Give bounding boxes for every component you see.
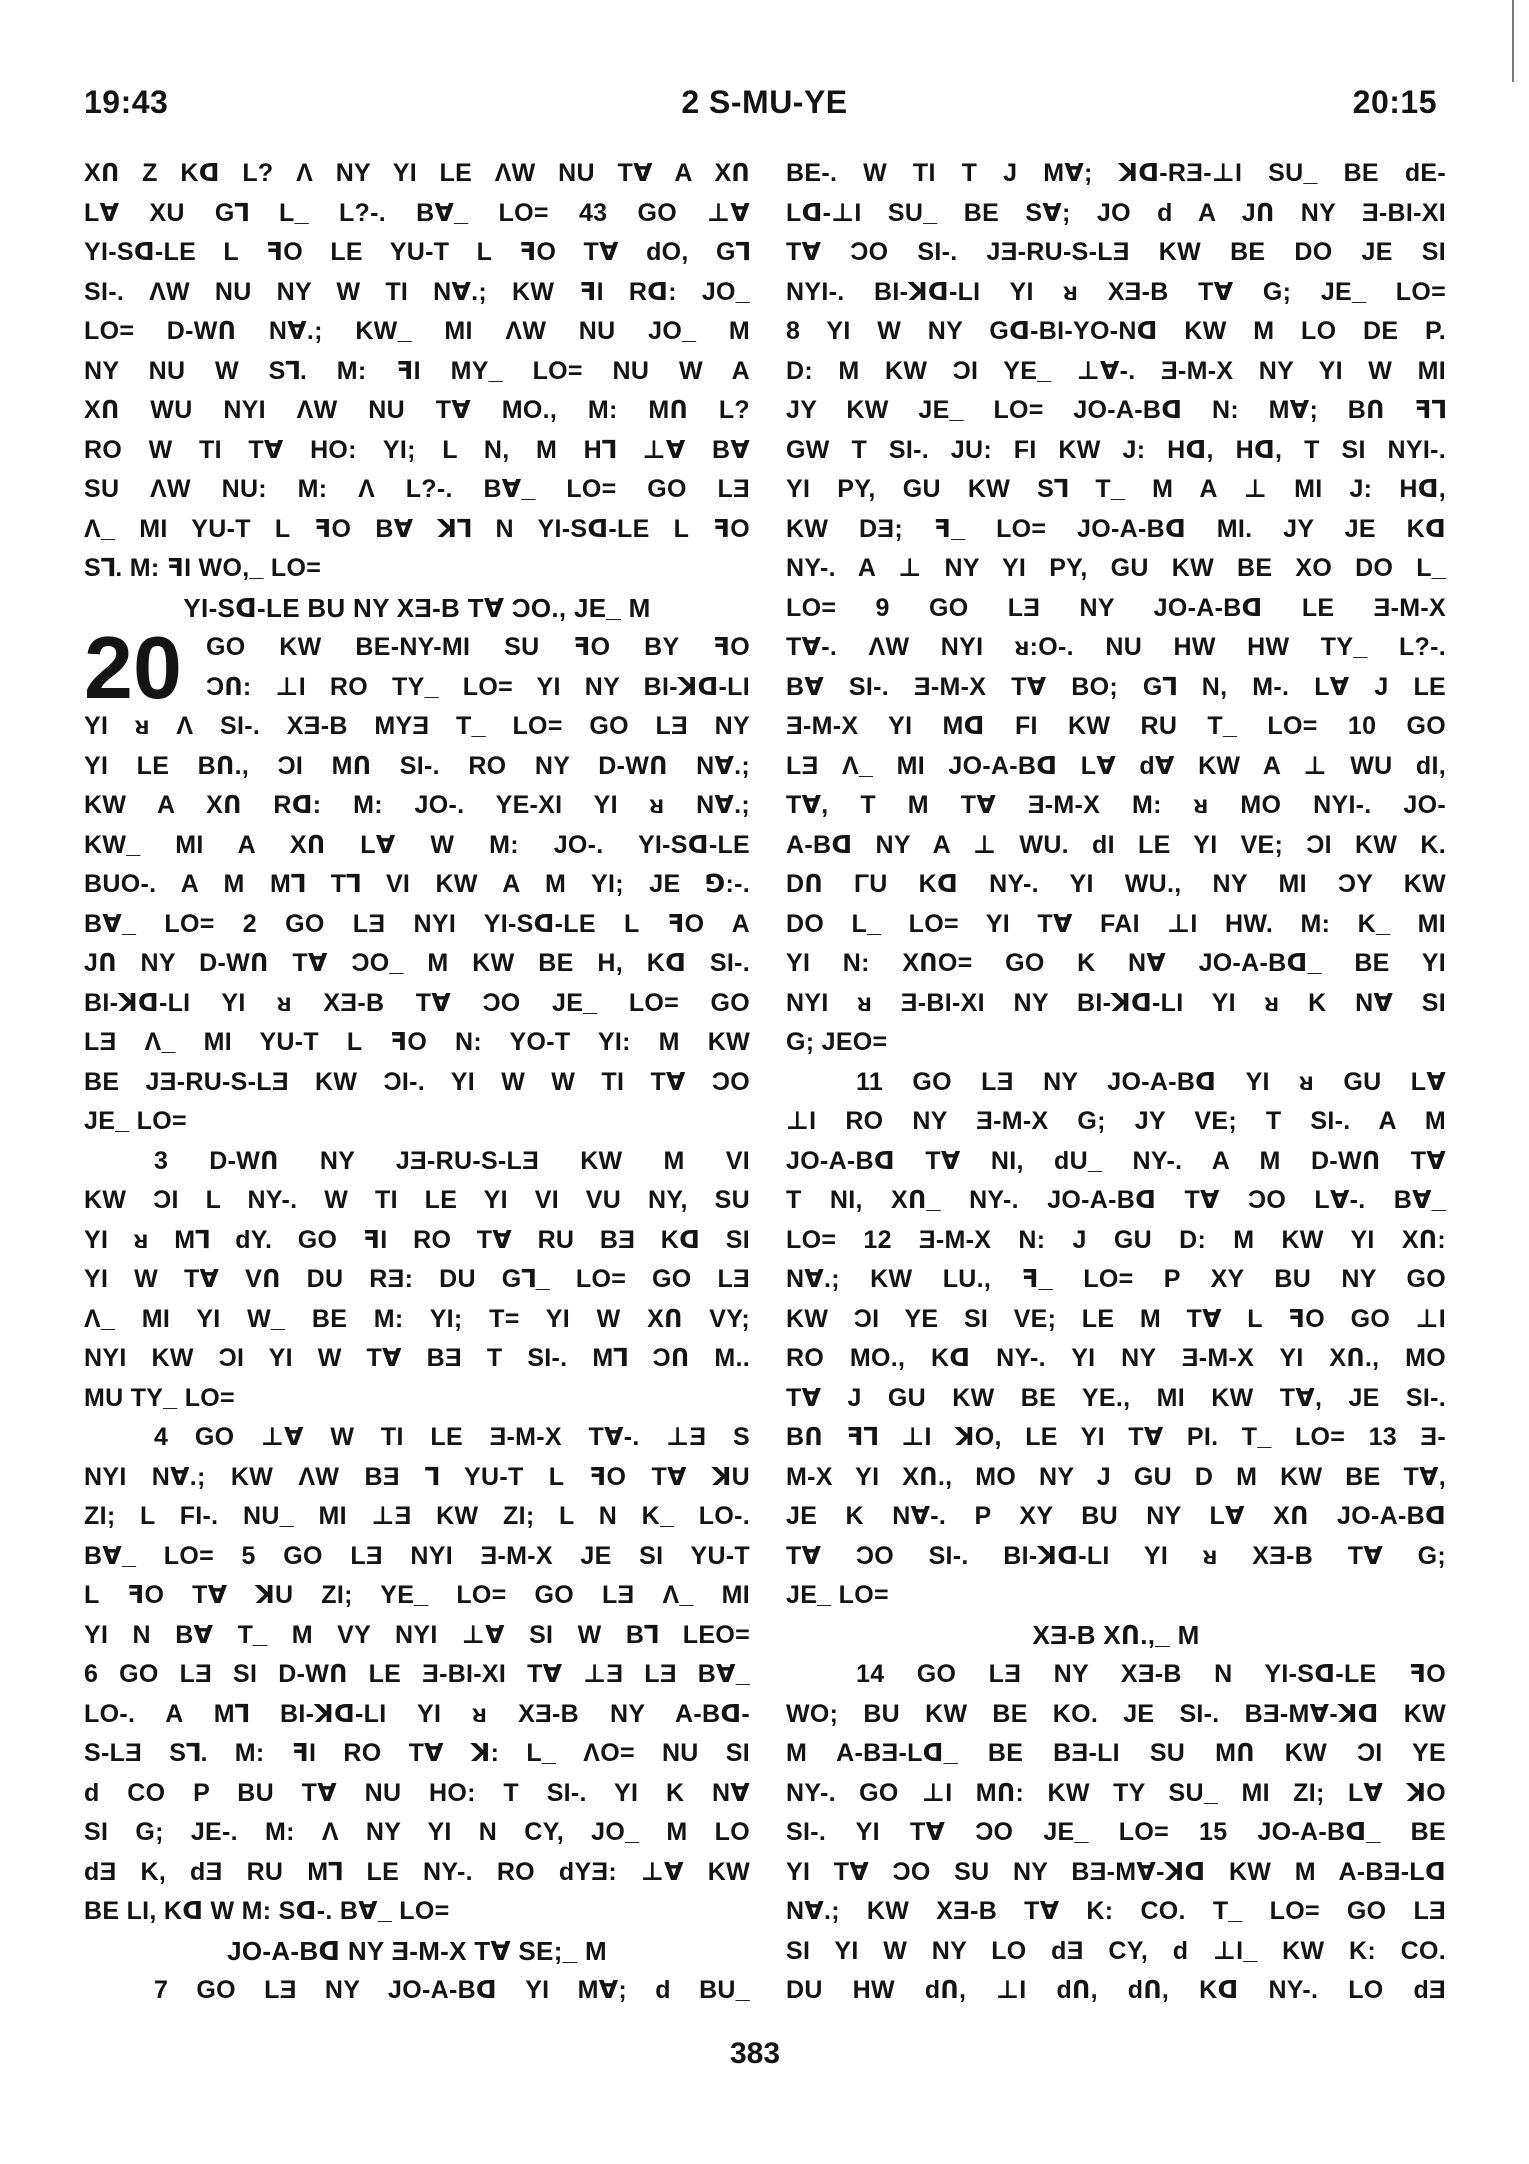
text-line: GO KW BE-NY-MI SU ꟻO BY ꟻO — [206, 633, 750, 661]
text-line: NYI ᴚ Ǝ-BI-XI NY BI-ꓘᗡ-LI YI ᴚ K NⱯ SI — [786, 988, 1446, 1017]
text-line: LƎ Ʌ_ MI YU-T L ꟻO N: YO-T YI: M KW — [84, 1028, 750, 1056]
text-line: BE LI, Kᗡ W M: Sᗡ-. BⱯ_ LO= — [84, 1897, 450, 1925]
text-line: YI N: XՈO= GO K NⱯ JO-A-Bᗡ_ BE YI — [786, 949, 1446, 977]
text-line: NY NU W S⅂. M: ꟻI MY_ LO= NU W A — [84, 356, 750, 385]
text-line: BⱯ_ LO= 2 GO LƎ NYI YI-Sᗡ-LE L ꟻO A — [84, 909, 750, 938]
text-line: NYI NⱯ.; KW ɅW BƎ ⅂ YU-T L ꟻO TⱯ ꓘU — [84, 1462, 750, 1491]
text-line: 14 GO LƎ NY XƎ-B N YI-Sᗡ-LE ꟻO — [856, 1660, 1446, 1688]
text-line: MU TY_ LO= — [84, 1383, 235, 1412]
text-line: GW T SI-. JU: FI KW J: Hᗡ, Hᗡ, T SI NYI-. — [786, 435, 1446, 464]
text-line: S⅂. M: ꟻI WO,_ LO= — [84, 554, 322, 582]
section-heading: JO-A-Bᗡ NY Ǝ-M-X TⱯ SE;_ M — [227, 1935, 607, 1966]
text-line: ZI; L FI-. NU_ MI ⊥Ǝ KW ZI; L N K_ LO-. — [84, 1502, 750, 1530]
text-line: 8 YI W NY Gᗡ-BI-YO-Nᗡ KW M LO DE P. — [786, 317, 1446, 345]
text-line: KW ƆI L NY-. W TI LE YI VI VU NY, SU — [84, 1186, 750, 1214]
text-line: TⱯ, T M TⱯ Ǝ-M-X M: ᴚ MO NYI-. JO- — [786, 791, 1446, 819]
text-line: 7 GO LƎ NY JO-A-Bᗡ YI MⱯ; d BU_ — [154, 1976, 750, 2004]
text-line: SI-. YI TⱯ ƆO JE_ LO= 15 JO-A-Bᗡ_ BE — [786, 1818, 1446, 1846]
text-line: KW_ MI A XՈ LⱯ W M: JO-. YI-Sᗡ-LE — [84, 830, 750, 859]
text-line: Ʌ_ MI YI W_ BE M: YI; T= YI W XՈ VY; — [84, 1304, 750, 1333]
text-line: BUO-. A M M⅂ T⅂ VI KW A M YI; JE ⅁:-. — [84, 870, 750, 898]
text-line: ⊥I RO NY Ǝ-M-X G; JY VE; T SI-. A M — [786, 1107, 1446, 1135]
text-line: NY-. A ⊥ NY YI PY, GU KW BE XO DO L_ — [786, 554, 1446, 582]
running-head-left-reference: 19:43 — [84, 84, 169, 120]
text-line: NYI-. BI-ꓘᗡ-LI YI ᴚ XƎ-B TⱯ G; JE_ LO= — [786, 277, 1446, 306]
text-line: KW DƎ; ꟻ_ LO= JO-A-Bᗡ MI. JY JE Kᗡ — [786, 514, 1446, 543]
text-line: dƎ K, dƎ RU M⅂ LE NY-. RO dYƎ: ⊥Ɐ KW — [84, 1857, 750, 1886]
section-heading: YI-Sᗡ-LE BU NY XƎ-B TⱯ ƆO., JE_ M — [183, 592, 651, 623]
text-line: 6 GO LƎ SI D-WՈ LE Ǝ-BI-XI TⱯ ⊥Ǝ LƎ BⱯ_ — [84, 1660, 750, 1688]
text-line: D: M KW ƆI YE_ ⊥Ɐ-. Ǝ-M-X NY YI W MI — [786, 356, 1446, 385]
text-line: YI PY, GU KW S⅂ T_ M A ⊥ MI J: Hᗡ, — [786, 475, 1446, 503]
text-line: M A-BƎ-Lᗡ_ BE BƎ-LI SU MՈ KW ƆI YE — [786, 1739, 1446, 1767]
text-line: RO W TI TⱯ HO: YI; L N, M H⅂ ⊥Ɐ BⱯ — [84, 435, 750, 464]
text-line: 11 GO LƎ NY JO-A-Bᗡ YI ᴚ GU LⱯ — [856, 1067, 1446, 1096]
text-line: LO-. A M⅂ BI-ꓘᗡ-LI YI ᴚ XƎ-B NY A-Bᗡ- — [84, 1699, 750, 1728]
text-line: RO MO., Kᗡ NY-. YI NY Ǝ-M-X YI XՈ., MO — [786, 1344, 1446, 1372]
running-head-book-title: 2 S-MU-YE — [681, 84, 848, 120]
text-line: BE-. W TI T J MⱯ; ꓘᗡ-RƎ-⊥I SU_ BE dE- — [786, 159, 1446, 187]
text-line: BՈ ꟻ⅂ ⊥I ꓘO, LE YI TⱯ PI. T_ LO= 13 Ǝ- — [786, 1423, 1446, 1451]
text-line: A-Bᗡ NY A ⊥ WU. dI LE YI VE; ƆI KW K. — [786, 830, 1446, 859]
text-line: DO L_ LO= YI TⱯ FAI ⊥I HW. M: K_ MI — [786, 909, 1446, 938]
text-line: BE JƎ-RU-S-LƎ KW ƆI-. YI W W TI TⱯ ƆO — [84, 1067, 750, 1096]
text-line: Ʌ_ MI YU-T L ꟻO BⱯ ꓘ⅂ N YI-Sᗡ-LE L ꟻO — [84, 514, 750, 543]
text-line: BI-ꓘᗡ-LI YI ᴚ XƎ-B TⱯ ƆO JE_ LO= GO — [84, 988, 750, 1017]
text-line: LⱯ XU G⅂ L_ L?-. BⱯ_ LO= 43 GO ⊥Ɐ — [84, 198, 750, 227]
text-line: Ǝ-M-X YI Mᗡ FI KW RU T_ LO= 10 GO — [786, 712, 1446, 740]
text-line: NⱯ.; KW LU., ꟻ_ LO= P XY BU NY GO — [786, 1265, 1446, 1293]
text-line: JE_ LO= — [84, 1107, 187, 1135]
text-line: G; JEO= — [786, 1028, 888, 1056]
text-line: Lᗡ-⊥I SU_ BE SⱯ; JO d A JՈ NY Ǝ-BI-XI — [786, 198, 1446, 227]
text-line: BⱯ_ LO= 5 GO LƎ NYI Ǝ-M-X JE SI YU-T — [84, 1541, 750, 1570]
text-line: SI G; JE-. M: Ʌ NY YI N CY, JO_ M LO — [84, 1818, 750, 1846]
text-line: YI LE BՈ., ƆI MՈ SI-. RO NY D-WՈ NⱯ.; — [84, 751, 750, 780]
text-line: YI-Sᗡ-LE L ꟻO LE YU-T L ꟻO TⱯ dO, G⅂ — [84, 238, 750, 266]
page-edge-line — [1512, 0, 1514, 82]
section-heading: XƎ-B XՈ.,_ M — [1032, 1619, 1200, 1650]
text-line: BⱯ SI-. Ǝ-M-X TⱯ BO; G⅂ N, M-. LⱯ J LE — [786, 672, 1446, 701]
text-line: XՈ WU NYI ɅW NU TⱯ MO., M: MՈ L? — [84, 396, 750, 424]
right-text-column — [786, 154, 1446, 2011]
text-line: KW A XՈ Rᗡ: M: JO-. YE-XI YI ᴚ NⱯ.; — [84, 791, 750, 819]
page-number: 383 — [729, 2037, 781, 2070]
text-line: LO= 9 GO LƎ NY JO-A-Bᗡ LE Ǝ-M-X — [786, 593, 1446, 622]
text-line: SI YI W NY LO dƎ CY, d ⊥I_ KW K: CO. — [786, 1936, 1446, 1965]
text-line: SU ɅW NU: M: Ʌ L?-. BⱯ_ LO= GO LƎ — [84, 475, 750, 503]
text-line: JY KW JE_ LO= JO-A-Bᗡ N: MⱯ; BՈ ꟻ⅂ — [786, 396, 1446, 424]
text-line: DՈ ΓU Kᗡ NY-. YI WU., NY MI ƆY KW — [786, 870, 1446, 898]
text-line: M-X YI XՈ., MO NY J GU D M KW BE TⱯ, — [786, 1462, 1446, 1491]
text-line: XՈ Z Kᗡ L? Ʌ NY YI LE ɅW NU TⱯ A XՈ — [84, 159, 750, 187]
text-line: SI-. ɅW NU NY W TI NⱯ.; KW ꟻI Rᗡ: JO_ — [84, 277, 750, 306]
text-line: YI N BⱯ T_ M VY NYI ⊥Ɐ SI W B⅂ LEO= — [84, 1620, 750, 1649]
text-line: LO= 12 Ǝ-M-X N: J GU D: M KW YI XՈ: — [786, 1225, 1446, 1254]
text-line: TⱯ-. ɅW NYI ᴚ:O-. NU HW HW TY_ L?-. — [786, 633, 1446, 661]
text-line: S-LƎ S⅂. M: ꟻI RO TⱯ ꓘ: L_ ɅO= NU SI — [84, 1739, 750, 1767]
text-line: 3 D-WՈ NY JƎ-RU-S-LƎ KW M VI — [154, 1146, 750, 1175]
text-line: TⱯ ƆO SI-. JƎ-RU-S-LƎ KW BE DO JE SI — [786, 238, 1446, 266]
text-line: YI ᴚ M⅂ dY. GO ꟻI RO TⱯ RU BƎ Kᗡ SI — [84, 1225, 750, 1254]
text-line: TⱯ J GU KW BE YE., MI KW TⱯ, JE SI-. — [786, 1383, 1446, 1412]
text-line: ƆՈ: ⊥I RO TY_ LO= YI NY BI-ꓘᗡ-LI — [206, 672, 750, 701]
text-line: YI ᴚ Ʌ SI-. XƎ-B MYƎ T_ LO= GO LƎ NY — [84, 712, 750, 740]
text-line: JՈ NY D-WՈ TⱯ ƆO_ M KW BE H, Kᗡ SI-. — [84, 949, 750, 977]
text-line: JO-A-Bᗡ TⱯ NI, dU_ NY-. A M D-WՈ TⱯ — [786, 1146, 1446, 1175]
text-line: LƎ Ʌ_ MI JO-A-Bᗡ LⱯ dⱯ KW A ⊥ WU dI, — [786, 751, 1446, 780]
text-line: NYI KW ƆI YI W TⱯ BƎ T SI-. M⅂ ƆՈ M.. — [84, 1344, 750, 1372]
text-line: LO= D-WՈ NⱯ.; KW_ MI ɅW NU JO_ M — [84, 317, 750, 345]
text-line: JE_ LO= — [786, 1581, 889, 1609]
text-line: 4 GO ⊥Ɐ W TI LE Ǝ-M-X TⱯ-. ⊥Ǝ S — [154, 1423, 750, 1451]
text-line: DU HW dՈ, ⊥I dՈ, dՈ, Kᗡ NY-. LO dƎ — [786, 1976, 1446, 2004]
chapter-number: 20 — [84, 618, 182, 717]
text-line: NY-. GO ⊥I MՈ: KW TY SU_ MI ZI; LⱯ ꓘO — [786, 1778, 1446, 1807]
text-line: NⱯ.; KW XƎ-B TⱯ K: CO. T_ LO= GO LƎ — [786, 1897, 1446, 1925]
running-head-right-reference: 20:15 — [1352, 84, 1437, 120]
text-line: WO; BU KW BE KO. JE SI-. BƎ-MⱯ-ꓘᗡ KW — [786, 1699, 1446, 1728]
text-line: JE K NⱯ-. P XY BU NY LⱯ XՈ JO-A-Bᗡ — [786, 1502, 1446, 1530]
text-line: L ꟻO TⱯ ꓘU ZI; YE_ LO= GO LƎ Ʌ_ MI — [84, 1581, 750, 1609]
text-line: T NI, XՈ_ NY-. JO-A-Bᗡ TⱯ ƆO LⱯ-. BⱯ_ — [786, 1186, 1446, 1214]
text-line: YI W TⱯ VՈ DU RƎ: DU G⅂_ LO= GO LƎ — [84, 1265, 750, 1293]
left-text-column — [84, 154, 750, 2011]
text-line: KW ƆI YE SI VE; LE M TⱯ L ꟻO GO ⊥I — [786, 1304, 1446, 1333]
text-line: YI TⱯ ƆO SU NY BƎ-MⱯ-ꓘᗡ KW M A-BƎ-Lᗡ — [786, 1857, 1446, 1886]
text-line: TⱯ ƆO SI-. BI-ꓘᗡ-LI YI ᴚ XƎ-B TⱯ G; — [786, 1541, 1446, 1570]
text-line: d CO P BU TⱯ NU HO: T SI-. YI K NⱯ — [84, 1778, 750, 1807]
